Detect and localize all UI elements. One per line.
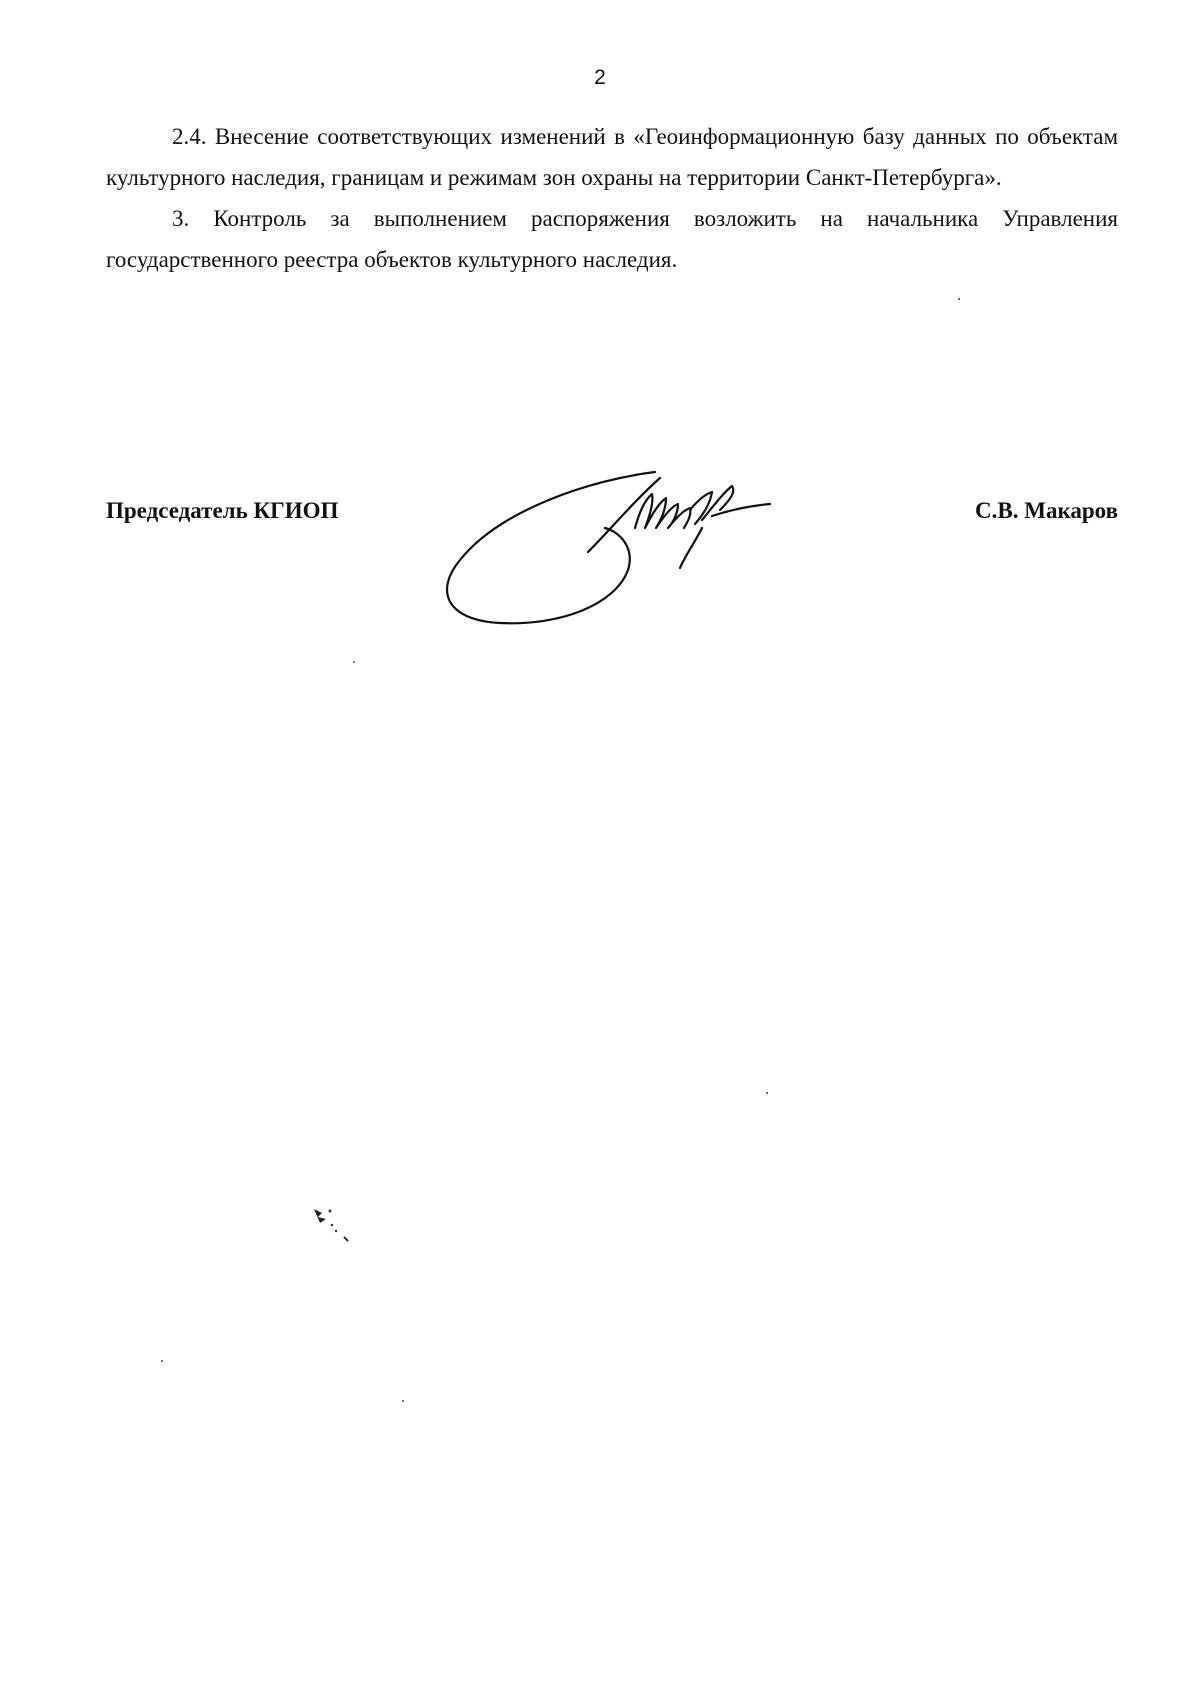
scan-speck	[402, 1400, 404, 1402]
signer-title: Председатель КГИОП	[106, 498, 339, 523]
signer-name: С.В. Макаров	[975, 498, 1118, 523]
paragraph-2-4: 2.4. Внесение соответствующих изменений в «Геоинформационную базу данных по объектам культурного наследия, границам и режимам зон охраны на территории Санкт-Петербурга».	[106, 124, 1118, 190]
paragraph-3: 3. Контроль за выполнением распоряжения возложить на начальника Управления государственного реестра объектов культурного наследия.	[106, 206, 1118, 272]
page-number: 2	[594, 66, 606, 89]
document-body	[106, 116, 1118, 280]
scan-speck	[766, 1092, 768, 1094]
handwritten-signature	[440, 470, 840, 630]
scan-smudge	[308, 1203, 358, 1243]
scan-speck	[161, 1360, 163, 1362]
scan-speck	[353, 661, 355, 663]
scan-speck	[958, 298, 960, 300]
